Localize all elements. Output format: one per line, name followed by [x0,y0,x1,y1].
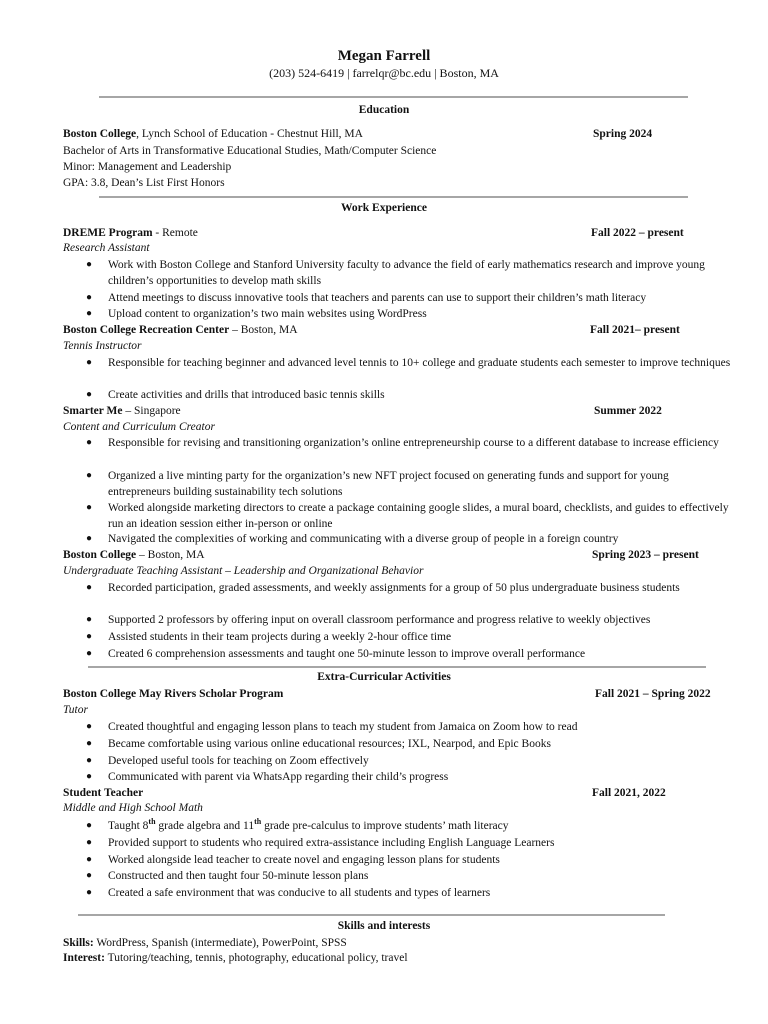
job-role: Tennis Instructor [63,340,142,352]
list-item: ● Became comfortable using various online educational resources; IXL, Nearpod, and Epic Books [86,738,551,750]
job-date: Fall 2022 – present [591,227,684,239]
bullet-icon: ● [86,357,93,368]
education-minor: Minor: Management and Leadership [63,161,232,173]
list-item: ● Taught 8th grade algebra and 11th grade pre-calculus to improve students’ math literacy [86,817,509,832]
job-location: – Boston, MA [136,549,205,561]
list-item: ● Developed useful tools for teaching on Zoom effectively [86,755,369,767]
bullet-icon: ● [86,755,93,766]
bullet-icon: ● [86,259,93,270]
list-item: ● Provided support to students who required extra-assistance including English Language Learners [86,837,555,849]
list-item: ● Constructed and then taught four 50-minute lesson plans [86,870,369,882]
job-header [63,548,205,562]
school-name: Boston College [63,128,137,140]
divider [99,196,688,198]
bullet-icon: ● [86,648,93,659]
bullet-icon: ● [86,870,93,881]
list-item: ● Navigated the complexities of working and communicating with a diverse group of people in a foreign country [86,533,619,545]
list-item: ● Supported 2 professors by offering input on overall classroom performance and progress relative to weekly objectives [86,614,651,626]
bullet-icon: ● [86,308,93,319]
divider [99,96,688,98]
list-item: ● Organized a live minting party for the organization’s new NFT project focused on generating funds and support for young entrepreneurs building sustainability tech solutions [86,470,669,498]
list-item: ● Created thoughtful and engaging lesson plans to teach my student from Jamaica on Zoom how to read [86,721,578,733]
list-item: ● Communicated with parent via WhatsApp regarding their child’s progress [86,771,449,783]
education-degree: Bachelor of Arts in Transformative Educational Studies, Math/Computer Science [63,145,437,157]
skills-line [63,936,347,950]
job-org: Boston College [63,549,137,561]
section-title-work: Work Experience [341,202,427,214]
list-item: ● Created 6 comprehension assessments and taught one 50-minute lesson to improve overall performance [86,648,586,660]
bullet-icon: ● [86,738,93,749]
activity-role: Middle and High School Math [63,802,203,814]
job-org: Boston College Recreation Center [63,324,230,336]
education-school-line [63,127,363,141]
list-item: ● Worked alongside lead teacher to create novel and engaging lesson plans for students [86,854,500,866]
bullet-icon: ● [86,631,93,642]
activity-date: Fall 2021, 2022 [592,787,666,799]
bullet-icon: ● [86,582,93,593]
bullet-icon: ● [86,820,93,831]
list-item: ● Work with Boston College and Stanford University faculty to advance the field of early mathematics research and improve young children’s opportunities to develop math skills [86,259,705,287]
skills-label: Skills: [63,937,94,949]
bullet-icon: ● [86,502,93,513]
section-title-skills: Skills and interests [337,920,431,932]
candidate-name: Megan Farrell [337,48,431,64]
bullet-icon: ● [86,533,93,544]
job-role: Research Assistant [63,242,150,254]
school-location: , Lynch School of Education - Chestnut Hill, MA [136,128,363,140]
job-role: Content and Curriculum Creator [63,421,215,433]
job-org: Smarter Me [63,405,123,417]
education-gpa: GPA: 3.8, Dean’s List First Honors [63,177,225,189]
activity-role: Tutor [63,704,88,716]
bullet-icon: ● [86,292,93,303]
bullet-icon: ● [86,837,93,848]
bullet-icon: ● [86,614,93,625]
bullet-icon: ● [86,854,93,865]
job-header [63,404,181,418]
list-item: ● Assisted students in their team projects during a weekly 2-hour office time [86,631,452,643]
section-title-education: Education [358,104,410,116]
list-item: ● Responsible for revising and transitioning organization’s online entrepreneurship course to a different database to increase efficiency [86,437,719,449]
list-item: ● Attend meetings to discuss innovative tools that teachers and parents can use to support their children’s math literacy [86,292,647,304]
divider [78,914,665,916]
job-date: Summer 2022 [594,405,662,417]
skills-value: WordPress, Spanish (intermediate), PowerPoint, SPSS [93,937,347,949]
interest-line [63,951,408,965]
interest-label: Interest: [63,952,105,964]
bullet-icon: ● [86,437,93,448]
activity-header [63,687,283,701]
job-location: - Remote [152,227,198,239]
job-role: Undergraduate Teaching Assistant – Leadership and Organizational Behavior [63,565,424,577]
bullet-icon: ● [86,389,93,400]
bullet-icon: ● [86,721,93,732]
section-title-extra: Extra-Curricular Activities [317,671,451,683]
list-item: ● Worked alongside marketing directors to create a package containing google slides, a mural board, checklists, and guides to effectively run an ideation session either in-person or online [86,502,729,530]
contact-line: (203) 524-6419 | farrelqr@bc.edu | Boston, MA [269,66,499,80]
activity-header [63,786,143,800]
job-header [63,323,298,337]
divider [88,666,706,668]
bullet-icon: ● [86,887,93,898]
activity-org: Boston College May Rivers Scholar Program [63,688,284,700]
education-date: Spring 2024 [593,128,653,140]
list-item: ● Recorded participation, graded assessments, and weekly assignments for a group of 50 plus undergraduate business students [86,582,680,594]
bullet-icon: ● [86,771,93,782]
job-date: Spring 2023 – present [592,549,699,561]
list-item: ● Create activities and drills that introduced basic tennis skills [86,389,385,401]
list-item: ● Created a safe environment that was conducive to all students and types of learners [86,887,491,899]
interest-value: Tutoring/teaching, tennis, photography, educational policy, travel [104,952,408,964]
list-item: ● Responsible for teaching beginner and advanced level tennis to 10+ college and graduate students each semester to improve techniques [86,357,731,369]
job-header [63,226,198,240]
activity-date: Fall 2021 – Spring 2022 [595,688,711,700]
bullet-icon: ● [86,470,93,481]
job-location: – Singapore [122,405,181,417]
list-item: ● Upload content to organization’s two main websites using WordPress [86,308,427,320]
job-location: – Boston, MA [229,324,298,336]
activity-org: Student Teacher [63,787,144,799]
job-date: Fall 2021– present [590,324,680,336]
job-org: DREME Program [63,227,153,239]
